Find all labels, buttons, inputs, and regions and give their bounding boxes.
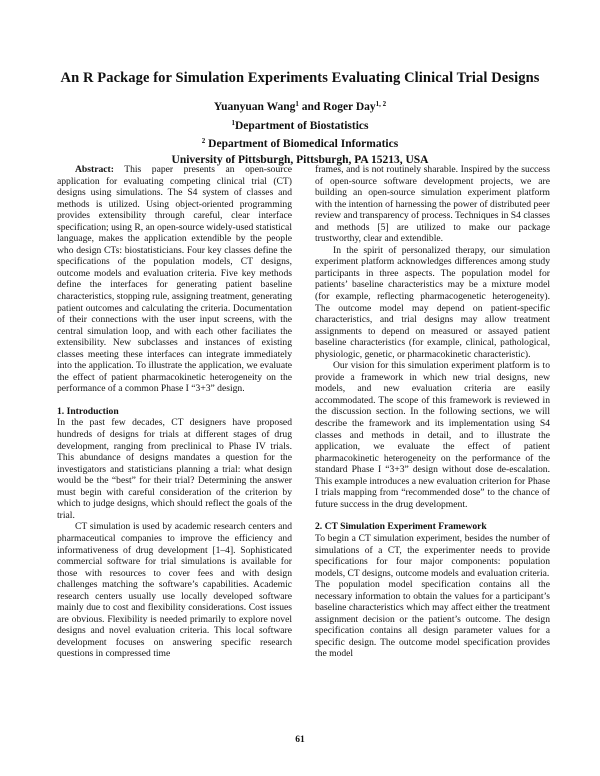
paragraph: Our vision for this simulation experiment platform is to provide a framework in which new trial designs, new models, and new evaluation criteria are easily accommodated. The scope of this framework is reviewed in the discussion section. In the following sections, we will describe the framework and its implementation using S4 classes and methods in detail, and to illustrate the application, we evaluate the effect of patient pharmacokinetic heterogeneity on the performance of the standard Phase I “3+3” design without dose de-escalation. This example introduces a new evaluation criterion for Phase I trials mapping from “recommended dose” to the chance of future success in the drug development.	[315, 360, 550, 510]
affiliation-superscript: 1	[231, 118, 235, 127]
institution-line: University of Pittsburgh, Pittsburgh, PA 15213, USA	[171, 153, 429, 166]
affiliation-text: Department of Biomedical Informatics	[205, 138, 399, 150]
paragraph: In the past few decades, CT designers have proposed hundreds of designs for trials at different stages of drug development, ranging from preclinical to Phase IV trials. This abundance of designs mandates a question for the investigators and statisticians planning a trial: what design would be the “best” for their trial? Determining the answer must begin with careful consideration of the criterion by which to judge designs, which should reflect the goals of the trial.	[57, 417, 292, 521]
author-line	[0, 97, 600, 116]
affiliation-line	[0, 116, 600, 135]
affiliation-text: Department of Biostatistics	[234, 119, 369, 132]
paragraph: To begin a CT simulation experiment, besides the number of simulations of a CT, the experimenter needs to provide specifications for four major components: population models, CT designs, outcome models and evaluation criteria.	[315, 532, 550, 579]
affiliation-line	[0, 134, 600, 153]
author-name: Yuanyuan Wang	[213, 101, 296, 113]
left-column	[57, 164, 292, 660]
abstract-text: This paper presents an open-source application for evaluating competing clinical trial (CT) designs using simulations. The S4 system of classes and methods is utilized. Using object-oriented programming provides extensibility through careful, clear interface specification; using R, an open-source widely-used statistical language, makes the application extendible by the people who design CTs: biostatisticians. Four key classes define the specifications of the population models, CT designs, outcome models and evaluation criteria. Five key methods define the interfaces for generating patient baseline characteristics, stopping rule, assigning treatment, generating patient outcomes and calculating the criteria. Documentation of their connections with the user input screens, with the central simulation loop, and with each other faciliates the extensibility. New subclasses and instances of existing classes meeting these interfaces can integrate immediately into the application. To illustrate the application, we evaluate the effect of patient pharmacokinetic heterogeneity on the performance of a common Phase I “3+3” design.	[57, 164, 292, 395]
author-block	[0, 97, 600, 168]
paragraph: CT simulation is used by academic research centers and pharmaceutical companies to improve the efficiency and informativeness of drug development [1–4]. Sophisticated commercial software for trial simulations is available for those with resources to cover fees and with design challenges matching the software’s capabilities. Academic research centers usually use locally developed software mainly due to cost and flexibility considerations. Cost issues are obvious. Flexibility is needed primarily to explore novel designs and novel evaluation criteria. This local software development focuses on answering specific research questions in compressed time	[57, 521, 292, 660]
paragraph: In the spirit of personalized therapy, our simulation experiment platform acknowledges differences among study participants in three aspects. The population model for patients’ baseline characteristics may be a mixture model (for example, reflecting pharmacogenetic heterogeneity). The outcome model may depend on patient-specific characteristics, and trial designs may allow treatment assignments to depend on measured or assayed patient baseline characteristics (for example, clinical, pathological, physiologic, genetic, or pharmacokinetic characteristic).	[315, 244, 550, 360]
paper-title: An R Package for Simulation Experiments Evaluating Clinical Trial Designs	[60, 70, 540, 86]
author-superscript: 1, 2	[375, 100, 387, 108]
abstract-label: Abstract:	[75, 164, 114, 175]
author-superscript: 1	[295, 100, 299, 108]
right-column	[315, 164, 550, 660]
section-heading-framework: 2. CT Simulation Experiment Framework	[315, 521, 487, 533]
abstract	[57, 164, 292, 395]
section-heading-introduction: 1. Introduction	[57, 405, 119, 417]
page-number: 61	[295, 735, 305, 745]
author-name: and Roger Day	[298, 101, 376, 113]
affiliation-superscript: 2	[201, 137, 206, 145]
paragraph: frames, and is not routinely sharable. Inspired by the success of open-source software development projects, we are building an open-source simulation experiment platform with the intention of harnessing the power of distributed peer review and transparency of process. Techniques in S4 classes and methods [5] are utilized to make our package trustworthy, clear and extendible.	[315, 164, 550, 245]
paragraph: The population model specification contains all the necessary information to obtain the values for a participant’s baseline characteristics which may affect either the treatment assignment decision or the patient’s outcome. The design specification contains all design parameter values for a specific design. The outcome model specification provides the model	[315, 579, 550, 660]
